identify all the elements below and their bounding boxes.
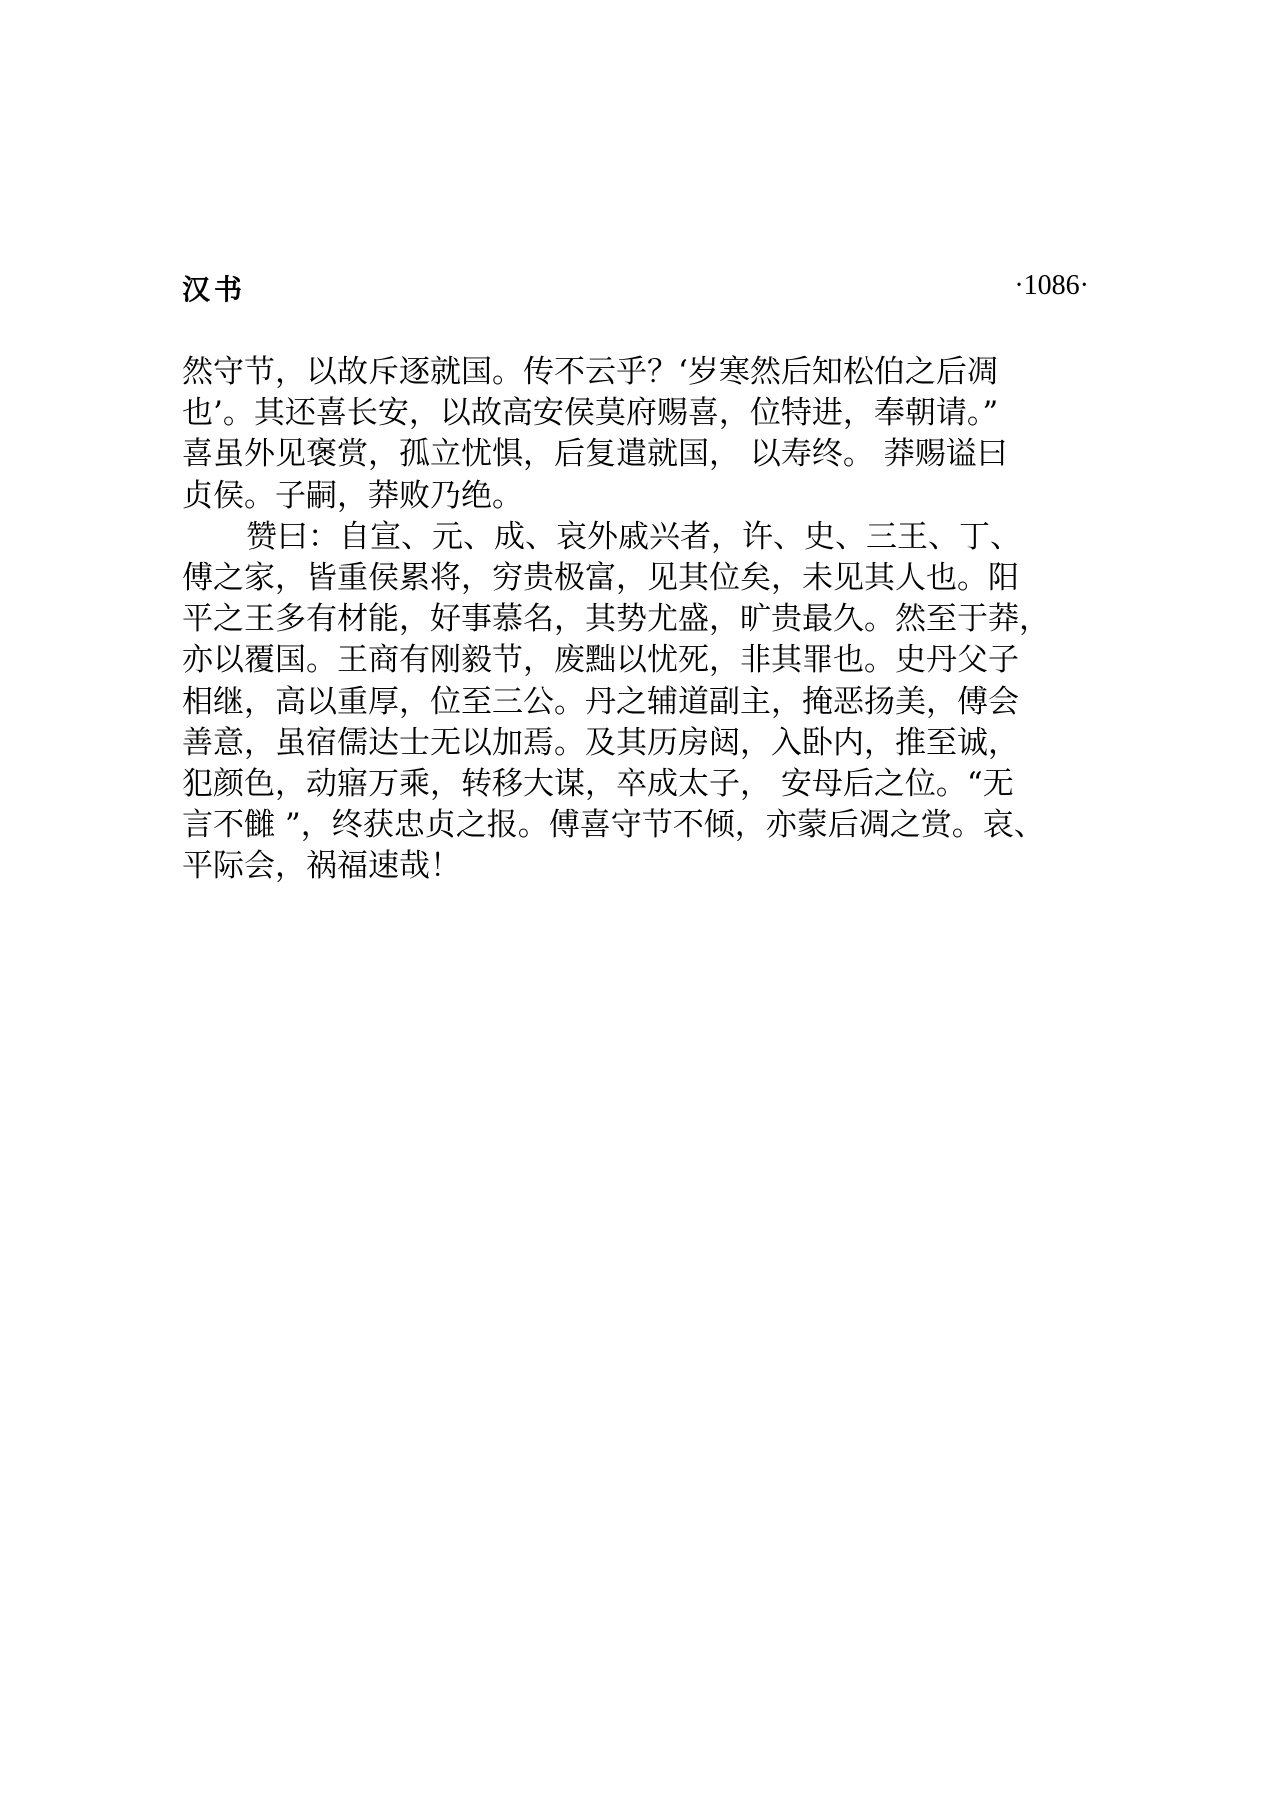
text-line: 然守节，以故斥逐就国。传不云乎？‘岁寒然后知松伯之后凋 [182, 354, 998, 390]
text-line: 傅之家，皆重侯累将，穷贵极富，见其位矣，未见其人也。阳 [182, 559, 1019, 596]
text-line: 也’。其还喜长安，以故高安侯莫府赐喜，位特进，奉朝请。” [182, 395, 999, 432]
page-number: ·1086· [1014, 270, 1089, 301]
book-title: 汉书 [182, 273, 247, 306]
text-line: 贞侯。子嗣，莽败乃绝。 [182, 477, 523, 514]
text-line: 平际会，祸福速哉！ [182, 848, 461, 885]
body-text [182, 352, 1092, 887]
text-line: 善意，虽宿儒达士无以加焉。及其历房闼，入卧内，推至诚， [182, 724, 1019, 761]
text-line: 亦以覆国。王商有刚毅节，废黜以忧死，非其罪也。史丹父子 [182, 642, 1019, 679]
text-line: 喜虽外见褒赏，孤立忧惧，后复遣就国， 以寿终。 莽赐谥曰 [182, 436, 1008, 473]
page-header [182, 268, 1089, 308]
text-line: 犯颜色，动寤万乘，转移大谋，卒成太子， 安母后之位。“无 [182, 765, 1014, 802]
text-line: 言不雠 ”，终获忠贞之报。傅喜守节不倾，亦蒙后凋之赏。哀、 [182, 807, 1045, 844]
text-line: 相继，高以重厚，位至三公。丹之辅道副主，掩恶扬美，傅会 [182, 683, 1019, 720]
paragraph-start-line: 赞曰：自宣、元、成、哀外戚兴者，许、史、三王、丁、 [246, 518, 1021, 555]
text-line: 平之王多有材能，好事慕名，其势尤盛，旷贵最久。然至于莽， [182, 601, 1050, 638]
